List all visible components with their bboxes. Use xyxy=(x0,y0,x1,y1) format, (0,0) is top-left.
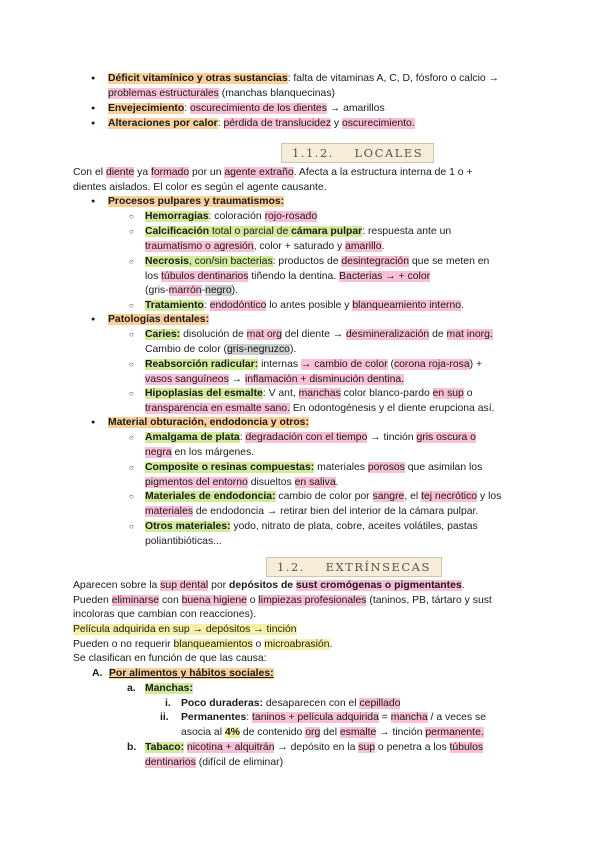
extrinsecas-line-2: Pueden eliminarse con buena higiene o limpiezas profesionales (taninos, PB, tártaro y sust xyxy=(73,595,492,606)
item-caries-cont: Cambio de color (gris-negruzco). xyxy=(145,344,297,355)
locales-intro: Con el diente ya formado por un agente extraño. Afecta a la estructura interna de 1 o + xyxy=(73,167,473,178)
list-marker-a-lower: a. xyxy=(127,683,136,694)
item-amalgama: ○ Amalgama de plata: degradación con el tiempo → tinción gris oscura o xyxy=(145,431,476,446)
item-tratamiento: ○ Tratamiento: endodóntico lo antes posible y blanqueamiento interno. xyxy=(145,299,464,314)
item-endodoncia: ○ Materiales de endodoncia: cambio de color por sangre, el tej necrótico y los xyxy=(145,490,501,505)
item-otros-cont: poliantibióticas... xyxy=(145,536,222,547)
item-necrosis-cont: los túbulos dentinarios tiñendo la dentina. Bacterias → + color xyxy=(145,271,431,282)
item-permanentes-cont: asocia al 4% de contenido org del esmalte → tinción permanente. xyxy=(181,727,484,738)
extrinsecas-line-6: Se clasifican en función de que las causa: xyxy=(73,653,267,664)
extrinsecas-line-5: Pueden o no requerir blanqueamientos o microabrasión. xyxy=(73,639,333,650)
extrinsecas-line-3: incoloras que cambian con reacciones). xyxy=(73,609,257,620)
item-calcificacion-cont: traumatismo o agresión, color + saturado y amarillo. xyxy=(145,241,385,252)
list-marker-b: b. xyxy=(127,742,137,753)
item-composite: ○ Composite o resinas compuestas: materiales porosos que asimilan los xyxy=(145,461,482,476)
item-necrosis-cont2: (gris-marrón-negro). xyxy=(145,285,238,296)
list-marker-i: i. xyxy=(165,698,171,709)
item-reabsorcion: ○ Reabsorción radicular: internas → cambio de color (corona roja-rosa) + xyxy=(145,358,482,373)
item-tabaco: Tabaco: nicotina + alquitrán → depósito en la sup o penetra a los túbulos xyxy=(145,742,484,753)
item-necrosis: ○ Necrosis, con/sin bacterias: productos de desintegración que se meten en xyxy=(145,255,489,270)
item-permanentes: Permanentes: taninos + película adquirida = mancha / a veces se xyxy=(181,712,487,723)
bullet-deficit-cont: problemas estructurales (manchas blanquecinas) xyxy=(108,88,335,99)
extrinsecas-line-1: Aparecen sobre la sup dental por depósitos de sust cromógenas o pigmentantes. xyxy=(73,580,465,591)
item-amalgama-cont: negra en los márgenes. xyxy=(145,447,255,458)
heading-manchas: Manchas: xyxy=(145,683,193,694)
item-otros: ○ Otros materiales: yodo, nitrato de plata, cobre, aceites volátiles, pastas xyxy=(145,520,478,535)
item-hipoplasias-cont: transparencia en esmalte sano. En odontogénesis y el diente erupciona así. xyxy=(145,403,495,414)
heading-alimentos: Por alimentos y hábitos sociales: xyxy=(109,668,274,679)
bullet-calor: ● Alteraciones por calor: pérdida de translucidez y oscurecimiento. xyxy=(108,117,415,132)
item-calcificacion: ○ Calcificación total o parcial de cámara pulpar: respuesta ante un xyxy=(145,225,451,240)
extrinsecas-line-4: Película adquirida en sup → depósitos → tinción xyxy=(73,624,297,635)
list-marker-a: A. xyxy=(92,668,103,679)
section-heading-locales: 1.1.2. LOCALES xyxy=(281,143,434,163)
item-endodoncia-cont: materiales de endodoncia → retirar bien del interior de la cámara pulpar. xyxy=(145,506,479,517)
item-poco-duraderas: Poco duraderas: desaparecen con el cepillado xyxy=(181,698,401,709)
list-marker-ii: ii. xyxy=(160,712,169,723)
bullet-envejecimiento: ● Envejecimiento: oscurecimiento de los dientes → amarillos xyxy=(108,102,385,117)
item-caries: ○ Caries: disolución de mat org del diente → desmineralización de mat inorg. xyxy=(145,328,493,343)
bullet-deficit: ● Déficit vitamínico y otras sustancias: falta de vitaminas A, C, D, fósforo o calcio → xyxy=(108,72,499,87)
item-reabsorcion-cont: vasos sanguíneos → inflamación + disminución dentina. xyxy=(145,374,405,385)
bullet-patologias: ● Patologías dentales: xyxy=(108,313,209,328)
section-heading-extrinsecas: 1.2. EXTRÍNSECAS xyxy=(266,557,442,577)
item-hemorragias: ○ Hemorragias: coloración rojo-rosado xyxy=(145,210,317,225)
bullet-material: ● Material obturación, endodoncia y otros: xyxy=(108,416,309,431)
item-composite-cont: pigmentos del entorno disueltos en saliva. xyxy=(145,477,339,488)
item-tabaco-cont: dentinarios (difícil de eliminar) xyxy=(145,757,284,768)
item-hipoplasias: ○ Hipoplasias del esmalte: V ant, manchas color blanco-pardo en sup o xyxy=(145,387,473,402)
locales-intro-cont: dientes aislados. El color es según el agente causante. xyxy=(73,182,327,193)
bullet-procesos: ● Procesos pulpares y traumatismos: xyxy=(108,195,284,210)
